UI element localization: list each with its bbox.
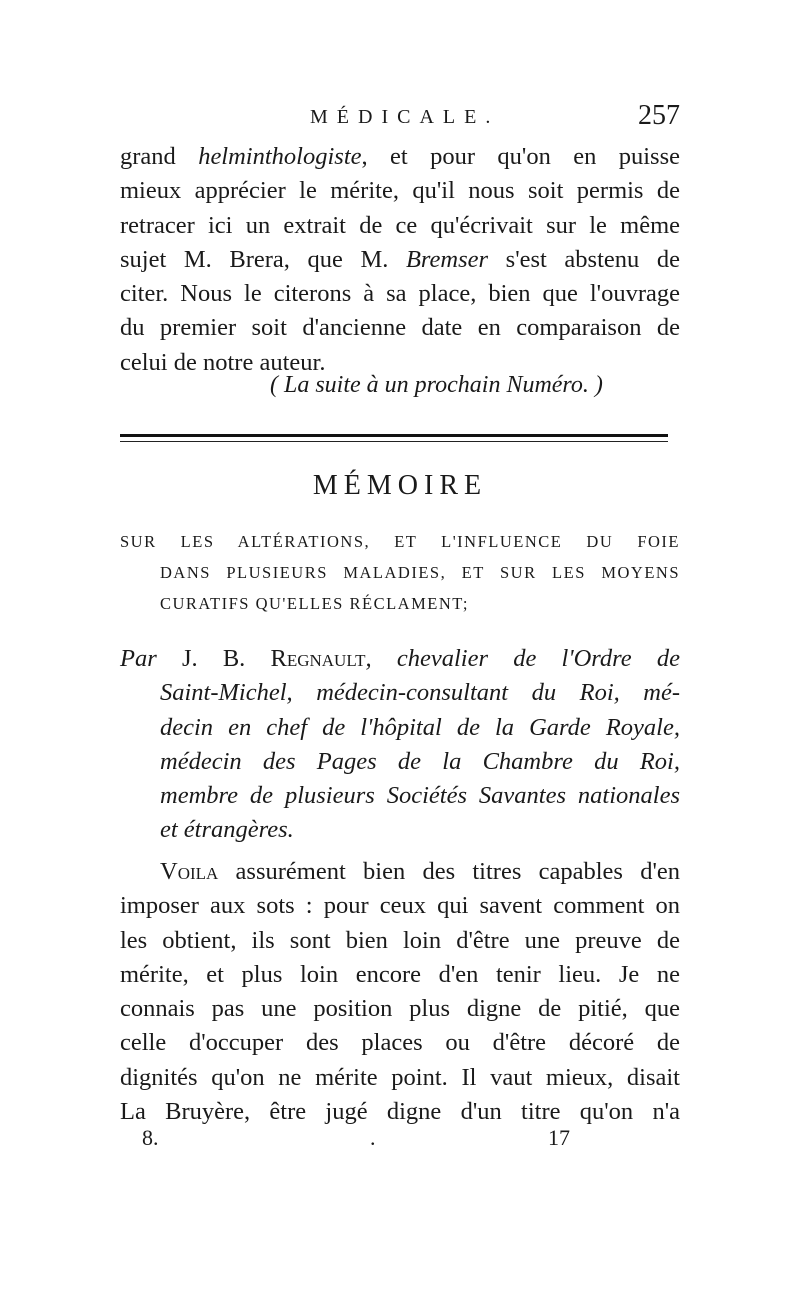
section-rule-thick xyxy=(120,434,668,437)
memoire-body xyxy=(120,855,680,1129)
author-line: et étrangères. xyxy=(160,816,294,844)
to-be-continued-note: ( La suite à un prochain Numéro. ) xyxy=(270,372,603,398)
author-line: decin en chef de l'hôpital de la Garde Royale, xyxy=(160,713,680,741)
text-line: mieux apprécier le mérite, qu'il nous soit permis de xyxy=(120,177,680,205)
author-line: médecin des Pages de la Chambre du Roi, xyxy=(160,747,680,775)
page-header xyxy=(120,100,680,140)
text-line: dignités qu'on ne mérite point. Il vaut mieux, disait xyxy=(120,1063,680,1091)
text-line: La Bruyère, être jugé digne d'un titre qu'on n'a xyxy=(120,1098,680,1126)
signature-mark: 8. xyxy=(142,1125,159,1150)
text-line: du premier soit d'ancienne date en comparaison de xyxy=(120,314,680,342)
text-line: celle d'occuper des places ou d'être décoré de xyxy=(120,1029,680,1057)
text-line: imposer aux sots : pour ceux qui savent comment on xyxy=(120,892,680,920)
memoire-subtitle xyxy=(120,526,680,619)
text-line: retracer ici un extrait de ce qu'écrivait sur le même xyxy=(120,211,680,239)
sheet-number: 17 xyxy=(548,1125,570,1150)
running-head: MÉDICALE. xyxy=(310,106,500,128)
author-line: Par J. B. Regnault, chevalier de l'Ordre de xyxy=(120,645,680,672)
text-line: mérite, et plus loin encore d'en tenir lieu. Je ne xyxy=(120,960,680,988)
memoire-title: MÉMOIRE xyxy=(312,470,488,501)
author-line: Saint-Michel, médecin-consultant du Roi, mé- xyxy=(160,679,680,707)
section-rule-thin xyxy=(120,441,668,442)
text-line: citer. Nous le citerons à sa place, bien que l'ouvrage xyxy=(120,280,680,308)
text-line: celui de notre auteur. xyxy=(120,348,326,376)
page-footer xyxy=(120,1125,680,1165)
text-line: Voila assurément bien des titres capables d'en xyxy=(160,858,680,885)
text-line: grand helminthologiste, et pour qu'on en puisse xyxy=(120,143,680,170)
author-attribution xyxy=(120,642,680,848)
subtitle-line: DANS PLUSIEURS MALADIES, ET SUR LES MOYENS xyxy=(160,563,680,582)
subtitle-line: CURATIFS QU'ELLES RÉCLAMENT; xyxy=(160,594,469,613)
continuation-paragraph xyxy=(120,140,680,380)
footer-dot: . xyxy=(370,1125,376,1150)
author-line: membre de plusieurs Sociétés Savantes nationales xyxy=(160,782,680,810)
subtitle-line: SUR LES ALTÉRATIONS, ET L'INFLUENCE DU FOIE xyxy=(120,532,680,551)
text-line: les obtient, ils sont bien loin d'être une preuve de xyxy=(120,926,680,954)
text-line: connais pas une position plus digne de pitié, que xyxy=(120,995,680,1023)
page-number: 257 xyxy=(638,100,680,131)
text-line: sujet M. Brera, que M. Bremser s'est abstenu de xyxy=(120,245,680,273)
